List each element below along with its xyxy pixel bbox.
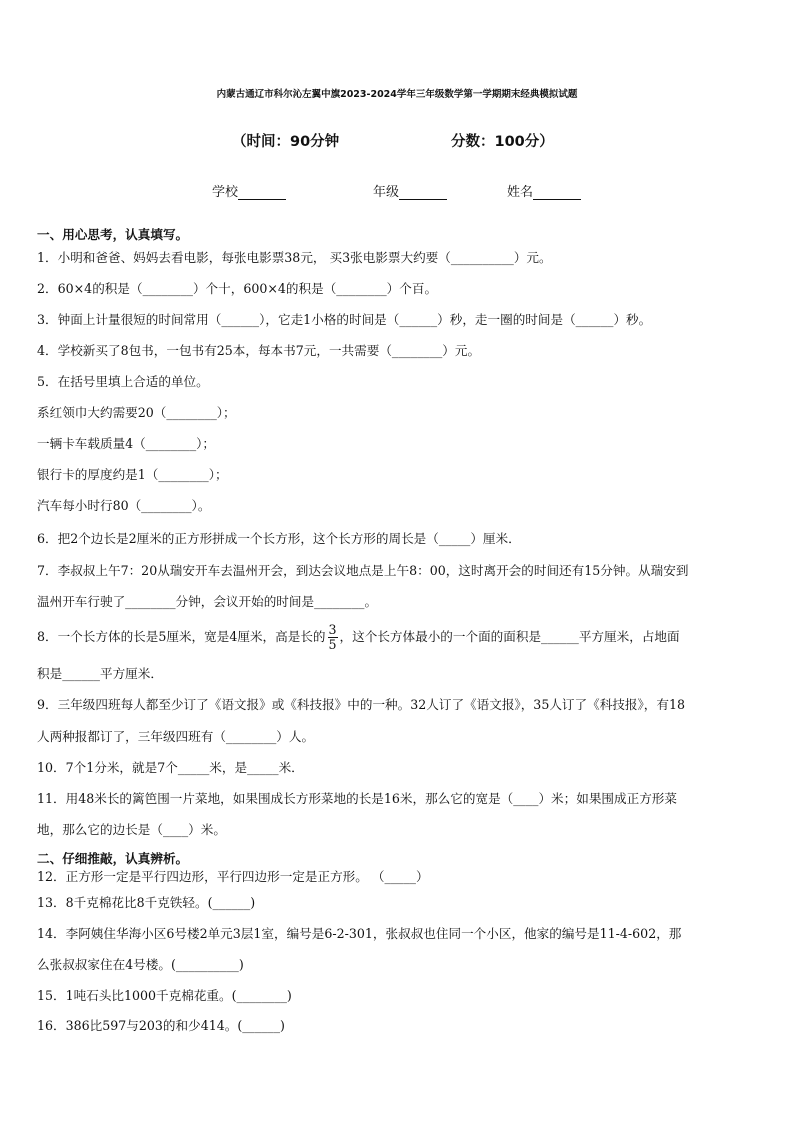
question-15: 15．1吨石头比1000千克棉花重。(________) [37, 988, 292, 1003]
question-14-line-2: 么张叔叔家住在4号楼。(__________) [37, 957, 244, 972]
time-limit: （时间：90分钟 [232, 134, 340, 150]
school-label: 学校 [212, 185, 239, 200]
question-8-line-1 [37, 622, 680, 652]
question-7-line-1: 7．李叔叔上午7：20从瑞安开车去温州开会，到达会议地点是上午8：00，这时离开会的时间还有15分钟。从瑞安到 [37, 563, 689, 578]
question-9-line-2: 人两种报都订了，三年级四班有（________）人。 [37, 729, 315, 744]
question-8-line-2: 积是______平方厘米． [37, 666, 163, 681]
question-2: 2．60×4的积是（________）个十，600×4的积是（________）个百。 [37, 281, 438, 296]
question-5-item-d: 汽车每小时行80（________）。 [37, 498, 211, 513]
question-10: 10．7个1分米，就是7个_____米，是_____米． [37, 760, 304, 775]
grade-field[interactable] [373, 181, 447, 200]
question-7-line-2: 温州开车行驶了________分钟，会议开始的时间是________。 [37, 594, 378, 609]
question-14-line-1: 14．李阿姨住华海小区6号楼2单元3层1室，编号是6-2-301，张叔叔也住同一个小区，他家的编号是11-4-602，那 [37, 926, 682, 941]
question-12: 12．正方形一定是平行四边形，平行四边形一定是正方形。 （_____） [37, 869, 429, 884]
question-16: 16．386比597与203的和少414。(______) [37, 1018, 285, 1033]
question-11-line-1: 11．用48米长的篱笆围一片菜地，如果围成长方形菜地的长是16米，那么它的宽是（____）米；如果围成正方形菜 [37, 791, 677, 806]
section-2-title: 二、仔细推敲，认真辨析。 [37, 851, 189, 866]
section-1-title: 一、用心思考，认真填写。 [37, 227, 189, 242]
question-8-text-pre: 8．一个长方体的长是5厘米，宽是4厘米，高是长的 [37, 629, 326, 644]
question-11-line-2: 地，那么它的边长是（____）米。 [37, 822, 226, 837]
question-4: 4．学校新买了8包书，一包书有25本，每本书7元，一共需要（________）元。 [37, 343, 481, 358]
name-field[interactable] [507, 181, 581, 200]
name-label: 姓名 [507, 185, 534, 200]
fraction-three-fifths [328, 623, 338, 652]
question-9-line-1: 9．三年级四班每人都至少订了《语文报》或《科技报》中的一种。32人订了《语文报》，35人订了《科技报》，有18 [37, 697, 685, 712]
fraction-denominator: 5 [328, 637, 337, 652]
name-blank[interactable] [533, 186, 581, 200]
question-6: 6．把2个边长是2厘米的正方形拼成一个长方形，这个长方形的周长是（_____）厘米． [37, 531, 521, 546]
school-blank[interactable] [238, 186, 286, 200]
question-8-text-post: ，这个长方体最小的一个面的面积是______平方厘米，占地面 [339, 629, 680, 644]
school-field[interactable] [212, 181, 286, 200]
question-5-item-c: 银行卡的厚度约是1（________）； [37, 467, 228, 482]
question-5-item-b: 一辆卡车载质量4（________）； [37, 436, 216, 451]
grade-label: 年级 [373, 185, 400, 200]
total-score: 分数：100分） [451, 134, 554, 150]
question-13: 13．8千克棉花比8千克铁轻。(______) [37, 895, 256, 910]
fraction-numerator: 3 [328, 622, 337, 637]
question-1: 1．小明和爸爸、妈妈去看电影，每张电影票38元， 买3张电影票大约要（__________）元。 [37, 250, 552, 265]
exam-title: 内蒙古通辽市科尔沁左翼中旗2023-2024学年三年级数学第一学期期末经典模拟试题 [216, 89, 578, 100]
question-3: 3．钟面上计量很短的时间常用（______），它走1小格的时间是（______）秒，走一圈的时间是（______）秒。 [37, 312, 652, 327]
grade-blank[interactable] [399, 186, 447, 200]
question-5-item-a: 系红领巾大约需要20（________）； [37, 405, 236, 420]
question-5: 5．在括号里填上合适的单位。 [37, 374, 209, 389]
